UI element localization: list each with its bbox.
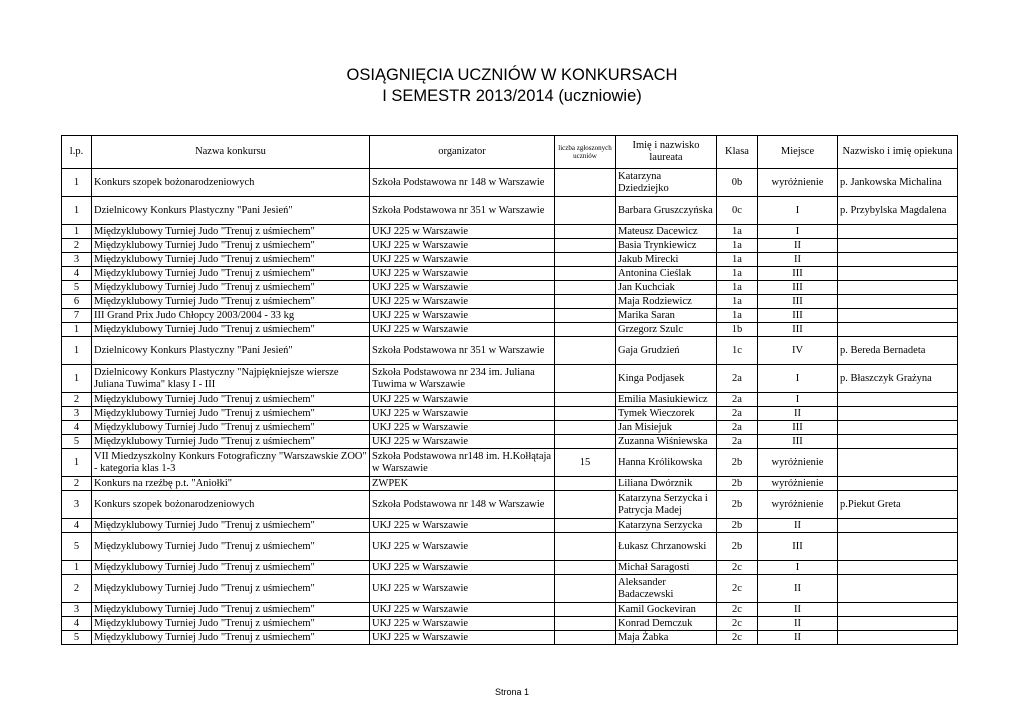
cell-count <box>555 575 616 603</box>
cell-count <box>555 533 616 561</box>
cell-laureate: Katarzyna Serzycka i Patrycja Madej <box>616 491 717 519</box>
cell-laureate: Emilia Masiukiewicz <box>616 393 717 407</box>
cell-place: wyróżnienie <box>758 477 838 491</box>
cell-class: 2c <box>717 631 758 645</box>
cell-organizer: Szkoła Podstawowa nr 351 w Warszawie <box>370 197 555 225</box>
table-row <box>62 365 958 393</box>
cell-contest: Międzyklubowy Turniej Judo "Trenuj z uśmiechem" <box>92 295 370 309</box>
cell-class: 0b <box>717 169 758 197</box>
cell-class: 1b <box>717 323 758 337</box>
cell-laureate: Barbara Gruszczyńska <box>616 197 717 225</box>
cell-place: III <box>758 267 838 281</box>
cell-lp: 3 <box>62 253 92 267</box>
cell-laureate: Antonina Cieślak <box>616 267 717 281</box>
cell-tutor: p. Błaszczyk Grażyna <box>838 365 958 393</box>
cell-lp: 1 <box>62 323 92 337</box>
cell-tutor <box>838 253 958 267</box>
table-row <box>62 253 958 267</box>
cell-place: III <box>758 281 838 295</box>
cell-place: III <box>758 295 838 309</box>
cell-class: 2b <box>717 477 758 491</box>
cell-count <box>555 603 616 617</box>
cell-count <box>555 295 616 309</box>
table-row <box>62 449 958 477</box>
cell-laureate: Konrad Demczuk <box>616 617 717 631</box>
cell-contest: Międzyklubowy Turniej Judo "Trenuj z uśmiechem" <box>92 393 370 407</box>
cell-organizer: Szkoła Podstawowa nr 148 w Warszawie <box>370 169 555 197</box>
page-footer: Strona 1 <box>494 687 530 697</box>
cell-lp: 2 <box>62 239 92 253</box>
page-title: OSIĄGNIĘCIA UCZNIÓW W KONKURSACH <box>346 66 678 84</box>
cell-tutor <box>838 225 958 239</box>
cell-count <box>555 267 616 281</box>
cell-tutor <box>838 281 958 295</box>
cell-place: I <box>758 225 838 239</box>
table-row <box>62 533 958 561</box>
cell-count <box>555 309 616 323</box>
cell-lp: 1 <box>62 449 92 477</box>
cell-organizer: UKJ 225 w Warszawie <box>370 253 555 267</box>
cell-organizer: Szkoła Podstawowa nr 351 w Warszawie <box>370 337 555 365</box>
cell-count <box>555 435 616 449</box>
cell-laureate: Zuzanna Wiśniewska <box>616 435 717 449</box>
cell-lp: 1 <box>62 365 92 393</box>
cell-organizer: Szkoła Podstawowa nr 148 w Warszawie <box>370 491 555 519</box>
cell-class: 2b <box>717 533 758 561</box>
cell-place: wyróżnienie <box>758 449 838 477</box>
cell-lp: 3 <box>62 491 92 519</box>
cell-class: 1a <box>717 295 758 309</box>
cell-laureate: Basia Trynkiewicz <box>616 239 717 253</box>
cell-tutor <box>838 477 958 491</box>
cell-place: I <box>758 561 838 575</box>
cell-tutor <box>838 435 958 449</box>
cell-lp: 2 <box>62 575 92 603</box>
cell-class: 2a <box>717 393 758 407</box>
table-row <box>62 267 958 281</box>
cell-tutor <box>838 407 958 421</box>
cell-contest: Konkurs szopek bożonarodzeniowych <box>92 491 370 519</box>
cell-contest: Międzyklubowy Turniej Judo "Trenuj z uśmiechem" <box>92 617 370 631</box>
table-row <box>62 337 958 365</box>
cell-tutor <box>838 519 958 533</box>
cell-contest: Międzyklubowy Turniej Judo "Trenuj z uśmiechem" <box>92 225 370 239</box>
cell-count <box>555 337 616 365</box>
cell-tutor <box>838 631 958 645</box>
cell-organizer: UKJ 225 w Warszawie <box>370 323 555 337</box>
cell-tutor <box>838 421 958 435</box>
cell-organizer: UKJ 225 w Warszawie <box>370 407 555 421</box>
table-row <box>62 281 958 295</box>
table-row <box>62 309 958 323</box>
cell-place: II <box>758 575 838 603</box>
header-contest: Nazwa konkursu <box>92 136 370 169</box>
cell-place: wyróżnienie <box>758 169 838 197</box>
table-row <box>62 169 958 197</box>
header-row <box>62 136 958 169</box>
cell-contest: Międzyklubowy Turniej Judo "Trenuj z uśmiechem" <box>92 323 370 337</box>
cell-laureate: Tymek Wieczorek <box>616 407 717 421</box>
cell-lp: 3 <box>62 603 92 617</box>
cell-organizer: UKJ 225 w Warszawie <box>370 561 555 575</box>
cell-count <box>555 169 616 197</box>
cell-contest: Międzyklubowy Turniej Judo "Trenuj z uśmiechem" <box>92 603 370 617</box>
cell-organizer: UKJ 225 w Warszawie <box>370 421 555 435</box>
cell-class: 2a <box>717 435 758 449</box>
cell-contest: Międzyklubowy Turniej Judo "Trenuj z uśmiechem" <box>92 561 370 575</box>
cell-laureate: Katarzyna Serzycka <box>616 519 717 533</box>
table-row <box>62 239 958 253</box>
cell-lp: 7 <box>62 309 92 323</box>
cell-lp: 2 <box>62 393 92 407</box>
cell-lp: 3 <box>62 407 92 421</box>
cell-tutor <box>838 449 958 477</box>
cell-tutor <box>838 295 958 309</box>
cell-place: II <box>758 253 838 267</box>
cell-laureate: Maja Żabka <box>616 631 717 645</box>
cell-class: 1a <box>717 225 758 239</box>
cell-organizer: UKJ 225 w Warszawie <box>370 603 555 617</box>
cell-contest: Dzielnicowy Konkurs Plastyczny "Najpiękniejsze wiersze Juliana Tuwima" klasy I - III <box>92 365 370 393</box>
table-row <box>62 295 958 309</box>
cell-count <box>555 421 616 435</box>
cell-laureate: Jan Kuchciak <box>616 281 717 295</box>
cell-tutor: p. Bereda Bernadeta <box>838 337 958 365</box>
cell-contest: Dzielnicowy Konkurs Plastyczny "Pani Jesień" <box>92 337 370 365</box>
cell-laureate: Grzegorz Szulc <box>616 323 717 337</box>
header-tutor: Nazwisko i imię opiekuna <box>838 136 958 169</box>
header-laureate: Imię i nazwisko laureata <box>616 136 717 169</box>
cell-count <box>555 281 616 295</box>
cell-class: 2c <box>717 575 758 603</box>
cell-laureate: Gaja Grudzień <box>616 337 717 365</box>
cell-lp: 1 <box>62 169 92 197</box>
cell-contest: Konkurs na rzeźbę p.t. "Aniołki" <box>92 477 370 491</box>
cell-contest: Międzyklubowy Turniej Judo "Trenuj z uśmiechem" <box>92 533 370 561</box>
cell-laureate: Katarzyna Dziedziejko <box>616 169 717 197</box>
cell-organizer: UKJ 225 w Warszawie <box>370 617 555 631</box>
cell-tutor <box>838 267 958 281</box>
cell-lp: 5 <box>62 631 92 645</box>
cell-contest: VII Miedzyszkolny Konkurs Fotograficzny "Warszawskie ZOO" - kategoria klas 1-3 <box>92 449 370 477</box>
cell-count <box>555 631 616 645</box>
cell-place: III <box>758 323 838 337</box>
header-organizer: organizator <box>370 136 555 169</box>
cell-organizer: ZWPEK <box>370 477 555 491</box>
cell-class: 2a <box>717 421 758 435</box>
table-row <box>62 435 958 449</box>
cell-tutor <box>838 309 958 323</box>
cell-count <box>555 407 616 421</box>
cell-organizer: UKJ 225 w Warszawie <box>370 225 555 239</box>
cell-class: 2a <box>717 407 758 421</box>
header-lp: l.p. <box>62 136 92 169</box>
cell-place: II <box>758 239 838 253</box>
cell-lp: 4 <box>62 617 92 631</box>
cell-place: I <box>758 365 838 393</box>
table-row <box>62 407 958 421</box>
cell-class: 2c <box>717 561 758 575</box>
cell-count <box>555 491 616 519</box>
cell-count <box>555 239 616 253</box>
cell-class: 1a <box>717 281 758 295</box>
cell-lp: 1 <box>62 197 92 225</box>
cell-organizer: UKJ 225 w Warszawie <box>370 309 555 323</box>
cell-tutor <box>838 393 958 407</box>
cell-laureate: Jakub Mirecki <box>616 253 717 267</box>
cell-place: III <box>758 421 838 435</box>
cell-count: 15 <box>555 449 616 477</box>
table-row <box>62 477 958 491</box>
cell-count <box>555 365 616 393</box>
cell-lp: 4 <box>62 267 92 281</box>
cell-lp: 1 <box>62 337 92 365</box>
table-row <box>62 491 958 519</box>
table-row <box>62 225 958 239</box>
header-count: liczba zgłoszonych uczniów <box>555 136 616 169</box>
cell-organizer: Szkoła Podstawowa nr 234 im. Juliana Tuwima w Warszawie <box>370 365 555 393</box>
cell-contest: Międzyklubowy Turniej Judo "Trenuj z uśmiechem" <box>92 281 370 295</box>
cell-tutor <box>838 533 958 561</box>
header-class: Klasa <box>717 136 758 169</box>
cell-count <box>555 225 616 239</box>
cell-count <box>555 519 616 533</box>
cell-laureate: Maja Rodziewicz <box>616 295 717 309</box>
cell-laureate: Michał Saragosti <box>616 561 717 575</box>
cell-class: 1a <box>717 309 758 323</box>
cell-lp: 5 <box>62 533 92 561</box>
cell-place: III <box>758 435 838 449</box>
cell-count <box>555 253 616 267</box>
cell-tutor <box>838 575 958 603</box>
cell-lp: 6 <box>62 295 92 309</box>
cell-organizer: UKJ 225 w Warszawie <box>370 575 555 603</box>
cell-contest: Międzyklubowy Turniej Judo "Trenuj z uśmiechem" <box>92 575 370 603</box>
cell-organizer: UKJ 225 w Warszawie <box>370 295 555 309</box>
cell-organizer: Szkoła Podstawowa nr148 im. H.Kołłątaja w Warszawie <box>370 449 555 477</box>
cell-class: 1c <box>717 337 758 365</box>
table-row <box>62 561 958 575</box>
cell-place: II <box>758 617 838 631</box>
cell-tutor: p.Piekut Greta <box>838 491 958 519</box>
cell-tutor <box>838 239 958 253</box>
cell-tutor <box>838 603 958 617</box>
cell-organizer: UKJ 225 w Warszawie <box>370 393 555 407</box>
cell-class: 2b <box>717 519 758 533</box>
cell-place: IV <box>758 337 838 365</box>
cell-place: III <box>758 309 838 323</box>
cell-laureate: Liliana Dwórznik <box>616 477 717 491</box>
cell-class: 1a <box>717 253 758 267</box>
cell-count <box>555 617 616 631</box>
results-table <box>61 135 958 645</box>
table-row <box>62 617 958 631</box>
cell-lp: 2 <box>62 477 92 491</box>
table-row <box>62 421 958 435</box>
table-row <box>62 575 958 603</box>
cell-lp: 1 <box>62 225 92 239</box>
cell-contest: Międzyklubowy Turniej Judo "Trenuj z uśmiechem" <box>92 253 370 267</box>
cell-place: wyróżnienie <box>758 491 838 519</box>
cell-class: 0c <box>717 197 758 225</box>
cell-count <box>555 393 616 407</box>
cell-contest: Międzyklubowy Turniej Judo "Trenuj z uśmiechem" <box>92 519 370 533</box>
cell-count <box>555 477 616 491</box>
cell-contest: III Grand Prix Judo Chłopcy 2003/2004 - 33 kg <box>92 309 370 323</box>
cell-count <box>555 197 616 225</box>
table-row <box>62 323 958 337</box>
cell-lp: 4 <box>62 421 92 435</box>
cell-tutor <box>838 561 958 575</box>
cell-class: 2b <box>717 449 758 477</box>
cell-laureate: Kamil Gockeviran <box>616 603 717 617</box>
cell-place: I <box>758 393 838 407</box>
cell-laureate: Mateusz Dacewicz <box>616 225 717 239</box>
cell-place: II <box>758 631 838 645</box>
cell-place: II <box>758 603 838 617</box>
cell-place: III <box>758 533 838 561</box>
cell-organizer: UKJ 225 w Warszawie <box>370 631 555 645</box>
table-row <box>62 519 958 533</box>
table-row <box>62 631 958 645</box>
cell-lp: 1 <box>62 561 92 575</box>
cell-laureate: Łukasz Chrzanowski <box>616 533 717 561</box>
cell-organizer: UKJ 225 w Warszawie <box>370 519 555 533</box>
cell-contest: Konkurs szopek bożonarodzeniowych <box>92 169 370 197</box>
cell-class: 2b <box>717 491 758 519</box>
cell-contest: Międzyklubowy Turniej Judo "Trenuj z uśmiechem" <box>92 435 370 449</box>
table-row <box>62 197 958 225</box>
cell-class: 2a <box>717 365 758 393</box>
table-row <box>62 603 958 617</box>
cell-count <box>555 323 616 337</box>
cell-laureate: Aleksander Badaczewski <box>616 575 717 603</box>
cell-place: II <box>758 519 838 533</box>
cell-organizer: UKJ 225 w Warszawie <box>370 267 555 281</box>
table-row <box>62 393 958 407</box>
cell-tutor: p. Jankowska Michalina <box>838 169 958 197</box>
cell-laureate: Jan Misiejuk <box>616 421 717 435</box>
cell-contest: Międzyklubowy Turniej Judo "Trenuj z uśmiechem" <box>92 267 370 281</box>
cell-contest: Międzyklubowy Turniej Judo "Trenuj z uśmiechem" <box>92 421 370 435</box>
cell-place: II <box>758 407 838 421</box>
cell-laureate: Hanna Królikowska <box>616 449 717 477</box>
cell-class: 2c <box>717 603 758 617</box>
cell-class: 1a <box>717 267 758 281</box>
cell-count <box>555 561 616 575</box>
cell-organizer: UKJ 225 w Warszawie <box>370 239 555 253</box>
header-place: Miejsce <box>758 136 838 169</box>
cell-contest: Międzyklubowy Turniej Judo "Trenuj z uśmiechem" <box>92 631 370 645</box>
cell-lp: 5 <box>62 281 92 295</box>
cell-class: 1a <box>717 239 758 253</box>
cell-class: 2c <box>717 617 758 631</box>
cell-lp: 5 <box>62 435 92 449</box>
cell-contest: Międzyklubowy Turniej Judo "Trenuj z uśmiechem" <box>92 407 370 421</box>
cell-organizer: UKJ 225 w Warszawie <box>370 435 555 449</box>
cell-organizer: UKJ 225 w Warszawie <box>370 533 555 561</box>
cell-organizer: UKJ 225 w Warszawie <box>370 281 555 295</box>
cell-laureate: Kinga Podjasek <box>616 365 717 393</box>
page-subtitle: I SEMESTR 2013/2014 (uczniowie) <box>382 87 642 105</box>
cell-lp: 4 <box>62 519 92 533</box>
cell-contest: Dzielnicowy Konkurs Plastyczny "Pani Jesień" <box>92 197 370 225</box>
cell-tutor <box>838 323 958 337</box>
cell-laureate: Marika Saran <box>616 309 717 323</box>
cell-contest: Międzyklubowy Turniej Judo "Trenuj z uśmiechem" <box>92 239 370 253</box>
cell-tutor: p. Przybylska Magdalena <box>838 197 958 225</box>
cell-place: I <box>758 197 838 225</box>
cell-tutor <box>838 617 958 631</box>
